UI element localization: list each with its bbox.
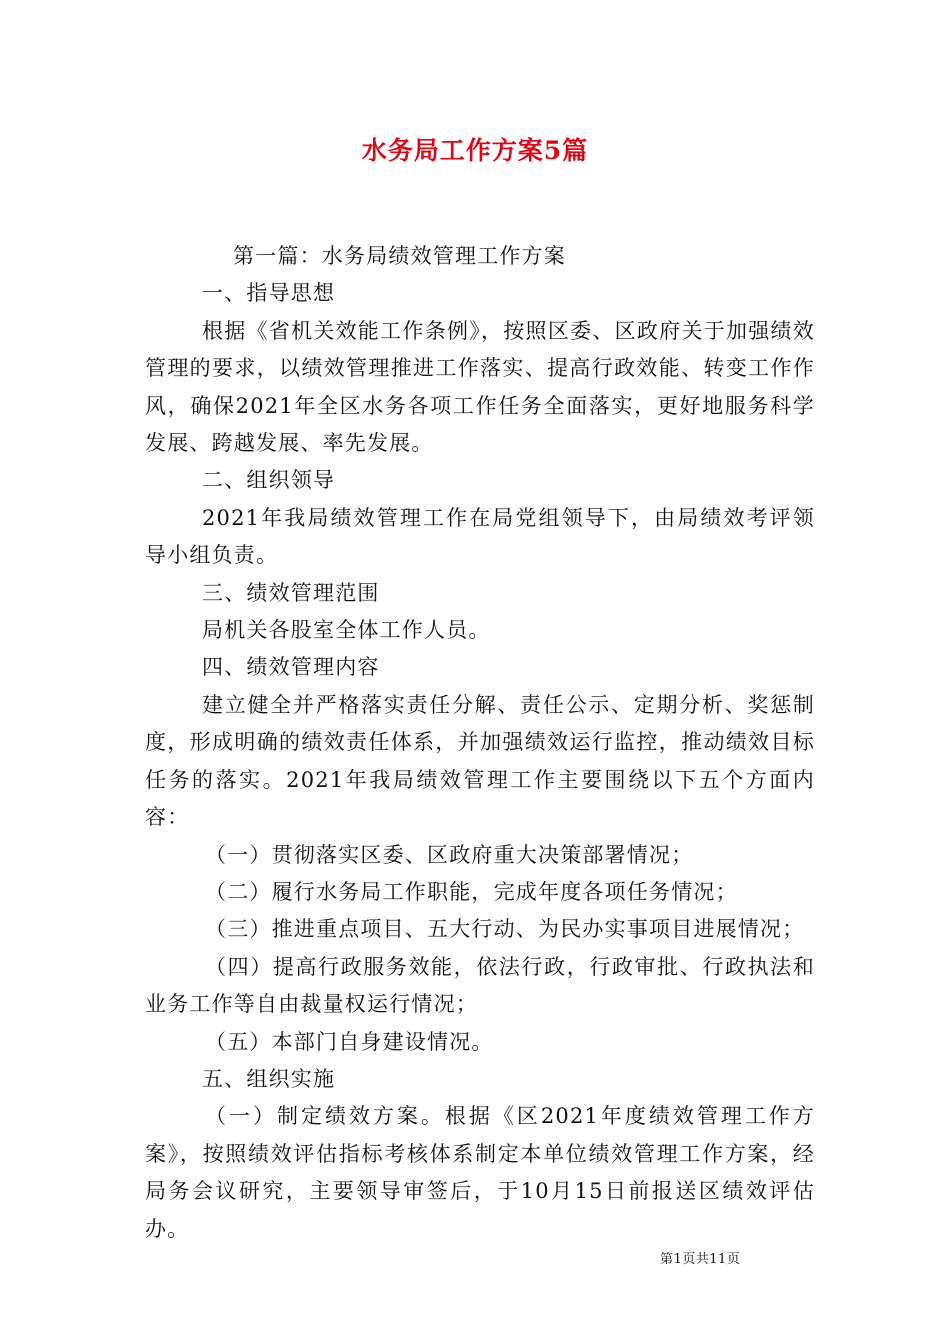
section-heading: 四、绩效管理内容 [202, 655, 380, 680]
document-body [145, 238, 815, 1248]
section-heading: 三、绩效管理范围 [202, 580, 380, 605]
document-title: 水务局工作方案5篇 [361, 136, 589, 165]
paragraph: 局机关各股室全体工作人员。 [202, 618, 491, 643]
paragraph: 建立健全并严格落实责任分解、责任公示、定期分析、奖惩制度，形成明确的绩效责任体系，并加强绩效运行监控，推动绩效目标任务的落实。2021年我局绩效管理工作主要围绕以下五个方面内容： [145, 692, 815, 830]
paragraph: 2021年我局绩效管理工作在局党组领导下，由局绩效考评领导小组负责。 [145, 505, 815, 568]
page-number-footer: 第1页共11页 [660, 1252, 741, 1267]
part-heading: 第一篇：水务局绩效管理工作方案 [233, 244, 566, 268]
paragraph: （一）制定绩效方案。根据《区2021年度绩效管理工作方案》，按照绩效评估指标考核体系制定本单位绩效管理工作方案，经局务会议研究，主要领导审签后，于10月15日前报送区绩效评估办。 [145, 1104, 815, 1241]
list-item: （二）履行水务局工作职能，完成年度各项任务情况； [205, 879, 738, 904]
section-heading: 五、组织实施 [202, 1066, 336, 1091]
section-heading: 一、指导思想 [202, 281, 336, 306]
paragraph: 根据《省机关效能工作条例》，按照区委、区政府关于加强绩效管理的要求，以绩效管理推进工作落实、提高行政效能、转变工作作风，确保2021年全区水务各项工作任务全面落实，更好地服务科学发展、跨越发展、率先发展。 [145, 318, 815, 456]
list-item: （五）本部门自身建设情况。 [205, 1029, 494, 1054]
list-item: （三）推进重点项目、五大行动、为民办实事项目进展情况； [205, 917, 805, 942]
list-item: （四）提高行政服务效能，依法行政，行政审批、行政执法和业务工作等自由裁量权运行情况； [145, 954, 815, 1017]
list-item: （一）贯彻落实区委、区政府重大决策部署情况； [205, 842, 694, 867]
section-heading: 二、组织领导 [202, 468, 336, 493]
